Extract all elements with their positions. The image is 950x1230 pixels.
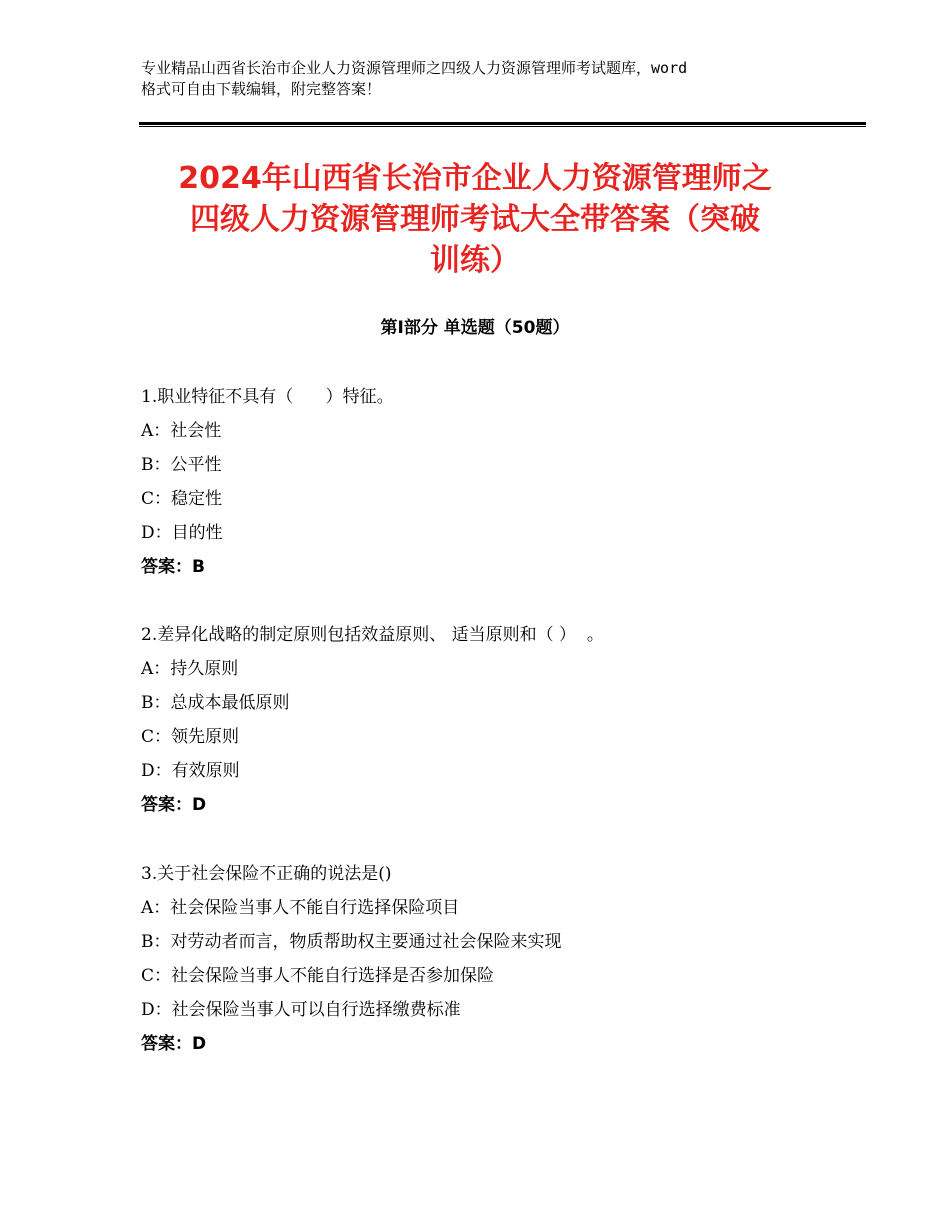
header-divider bbox=[139, 122, 866, 125]
option-b: B：对劳动者而言，物质帮助权主要通过社会保险来实现 bbox=[141, 932, 562, 952]
question-stem: 1.职业特征不具有（ ）特征。 bbox=[141, 387, 394, 407]
option-d: D：社会保险当事人可以自行选择缴费标准 bbox=[141, 1000, 461, 1020]
option-d: D：有效原则 bbox=[141, 761, 240, 781]
document-title bbox=[120, 158, 830, 281]
answer: 答案：D bbox=[141, 1034, 207, 1054]
document-title-line: 四级人力资源管理师考试大全带答案（突破 bbox=[190, 202, 760, 237]
option-a: A：社会性 bbox=[141, 421, 222, 441]
section-title: 第Ⅰ部分 单选题（50题） bbox=[380, 318, 570, 338]
option-b: B：公平性 bbox=[141, 455, 222, 475]
question-stem: 3.关于社会保险不正确的说法是() bbox=[141, 864, 392, 884]
header-note bbox=[141, 58, 831, 100]
answer: 答案：D bbox=[141, 795, 207, 815]
question-1 bbox=[141, 380, 861, 584]
question-stem: 2.差异化战略的制定原则包括效益原则、 适当原则和（ ） 。 bbox=[141, 625, 604, 645]
question-3 bbox=[141, 857, 861, 1061]
answer: 答案：B bbox=[141, 557, 205, 577]
option-c: C：社会保险当事人不能自行选择是否参加保险 bbox=[141, 966, 495, 986]
option-b: B：总成本最低原则 bbox=[141, 693, 290, 713]
header-note-line: 专业精品山西省长治市企业人力资源管理师之四级人力资源管理师考试题库，word bbox=[141, 59, 688, 77]
document-title-line: 训练） bbox=[430, 243, 520, 278]
option-a: A：持久原则 bbox=[141, 659, 239, 679]
option-d: D：目的性 bbox=[141, 523, 223, 543]
option-c: C：领先原则 bbox=[141, 727, 240, 747]
option-a: A：社会保险当事人不能自行选择保险项目 bbox=[141, 898, 460, 918]
question-2 bbox=[141, 618, 861, 822]
header-note-line: 格式可自由下载编辑，附完整答案！ bbox=[141, 80, 382, 98]
option-c: C：稳定性 bbox=[141, 489, 223, 509]
document-title-line: 2024年山西省长治市企业人力资源管理师之 bbox=[178, 161, 772, 196]
header-divider-thin bbox=[139, 126, 866, 127]
